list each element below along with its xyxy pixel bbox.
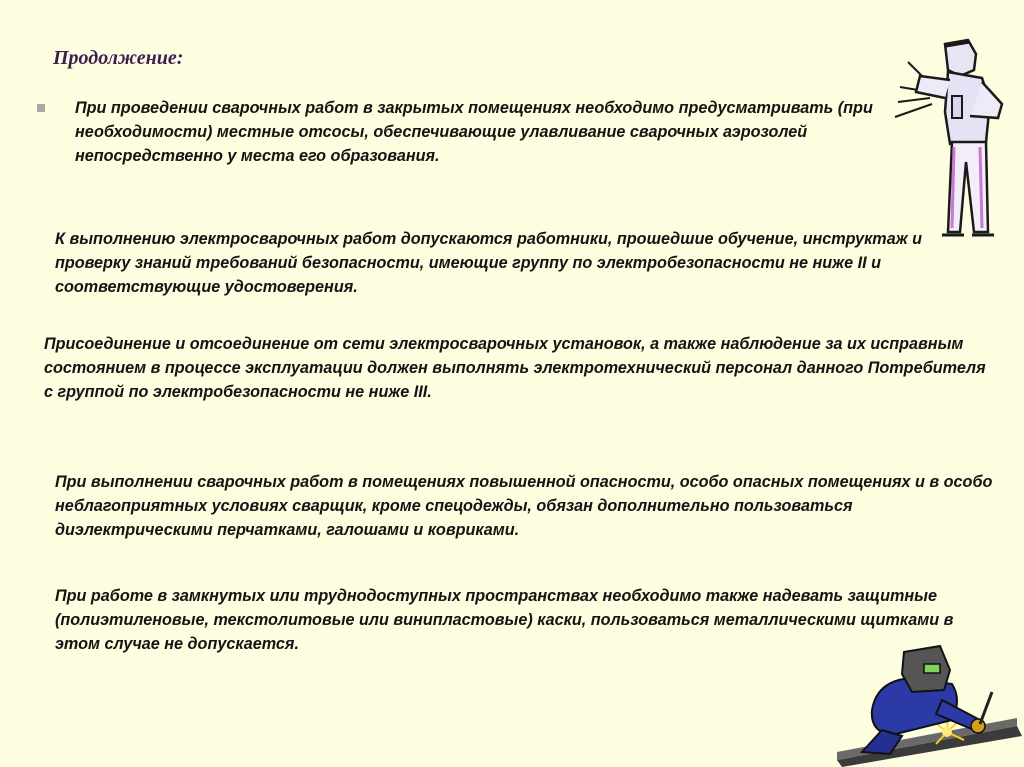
paragraph-confined-spaces: При работе в замкнутых или труднодоступных пространствах необходимо также надевать защитные (полиэтиленовые, текстолитовые или винипластовые) каски, пользоваться металлическими щитками в этом случае не допускается.	[55, 587, 954, 653]
slide-title: Продолжение:	[53, 47, 184, 69]
standing-welder-icon	[890, 32, 1015, 240]
paragraph-admission: К выполнению электросварочных работ допускаются работники, прошедшие обучение, инструктаж и проверку знаний требований безопасности, имеющие группу по электробезопасности не ниже II и соответствующие удостоверения.	[55, 230, 923, 296]
paragraph-hazardous-rooms: При выполнении сварочных работ в помещениях повышенной опасности, особо опасных помещениях и в особо неблагоприятных условиях сварщик, кроме спецодежды, обязан дополнительно пользоваться диэлектрическими перчатками, галошами и ковриками.	[55, 473, 993, 539]
crouching-welder-icon	[832, 640, 1022, 767]
paragraph-connection: Присоединение и отсоединение от сети электросварочных установок, а также наблюдение за их исправным состоянием в процессе эксплуатации должен выполнять электротехнический персонал данного Потребителя с группой по электробезопасности не ниже III.	[44, 335, 986, 401]
paragraph-local-exhaust: При проведении сварочных работ в закрытых помещениях необходимо предусматривать (при необходимости) местные отсосы, обеспечивающие улавливание сварочных аэрозолей непосредственно у места его образования.	[75, 99, 873, 165]
square-bullet-icon	[37, 104, 45, 112]
